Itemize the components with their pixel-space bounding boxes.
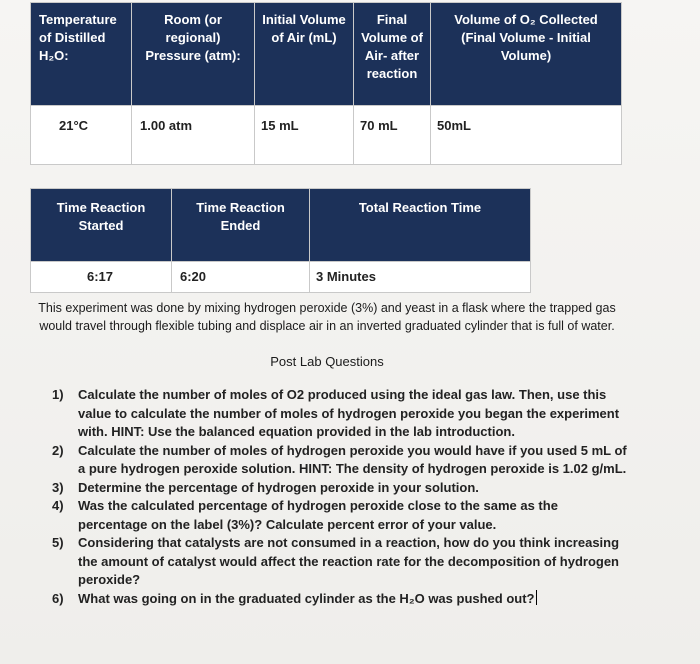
question-text: Determine the percentage of hydrogen peroxide in your solution. (78, 479, 479, 495)
question-number: 6) (52, 590, 64, 606)
value-total-time: 3 Minutes (310, 262, 531, 293)
question-number: 2) (52, 442, 64, 458)
table-row (31, 106, 622, 165)
question-text: Considering that catalysts are not consumed in a reaction, how do you think increasing the amount of catalyst would affect the reaction rate for the decomposition of hydrogen peroxide? (78, 535, 620, 587)
header-final-volume: Final Volume of Air- after reaction (354, 3, 431, 106)
header-time-ended: Time Reaction Ended (172, 189, 310, 262)
question-text: Calculate the number of moles of hydrogen peroxide you would have if you used 5 mL of a pure hydrogen peroxide solution. HINT: The density of hydrogen peroxide is 1.02 g/mL. (78, 442, 627, 476)
value-time-ended: 6:20 (172, 262, 310, 293)
text-cursor (536, 590, 537, 605)
question-list (52, 386, 627, 608)
value-pressure: 1.00 atm (132, 106, 255, 165)
value-o2-collected: 50mL (431, 106, 622, 165)
post-lab-title: Post Lab Questions (270, 354, 384, 369)
header-total-time: Total Reaction Time (310, 189, 531, 262)
experiment-description: This experiment was done by mixing hydrogen peroxide (3%) and yeast in a flask where the trapped gas would travel through flexible tubing and displace air in an inverted graduated cylinder that is full of water. (38, 301, 616, 333)
header-o2-collected: Volume of O₂ Collected (Final Volume - Initial Volume) (431, 3, 622, 106)
value-initial-volume: 15 mL (255, 106, 354, 165)
table-row (31, 262, 531, 293)
question-text: Was the calculated percentage of hydrogen peroxide close to the same as the percentage on the label (3%)? Calculate percent error of your value. (78, 498, 558, 532)
header-temperature: Temperature of Distilled H₂O: (31, 3, 132, 106)
list-item[interactable] (52, 590, 627, 609)
question-number: 5) (52, 535, 64, 550)
list-item (52, 497, 627, 534)
table-header-row (31, 189, 531, 262)
header-pressure: Room (or regional) Pressure (atm): (132, 3, 255, 106)
header-initial-volume: Initial Volume of Air (mL) (255, 3, 354, 106)
data-table-times (30, 188, 531, 293)
list-item (52, 479, 627, 498)
value-temperature: 21°C (31, 106, 132, 165)
question-number: 1) (52, 387, 64, 402)
list-item (52, 386, 627, 442)
question-number: 3) (52, 479, 64, 495)
value-final-volume: 70 mL (354, 106, 431, 165)
data-table-volumes (30, 2, 622, 165)
value-time-started: 6:17 (31, 262, 172, 293)
question-number: 4) (52, 498, 64, 513)
question-text: Calculate the number of moles of O2 produced using the ideal gas law. Then, use this value to calculate the number of moles of hydrogen peroxide you began the experiment with. HINT: Use the balanced equation provided in the lab introduction. (78, 387, 620, 439)
table-header-row (31, 3, 622, 106)
list-item (52, 534, 627, 590)
question-text: What was going on in the graduated cylinder as the H₂O was pushed out? (78, 590, 535, 606)
list-item (52, 442, 627, 479)
header-time-started: Time Reaction Started (31, 189, 172, 262)
